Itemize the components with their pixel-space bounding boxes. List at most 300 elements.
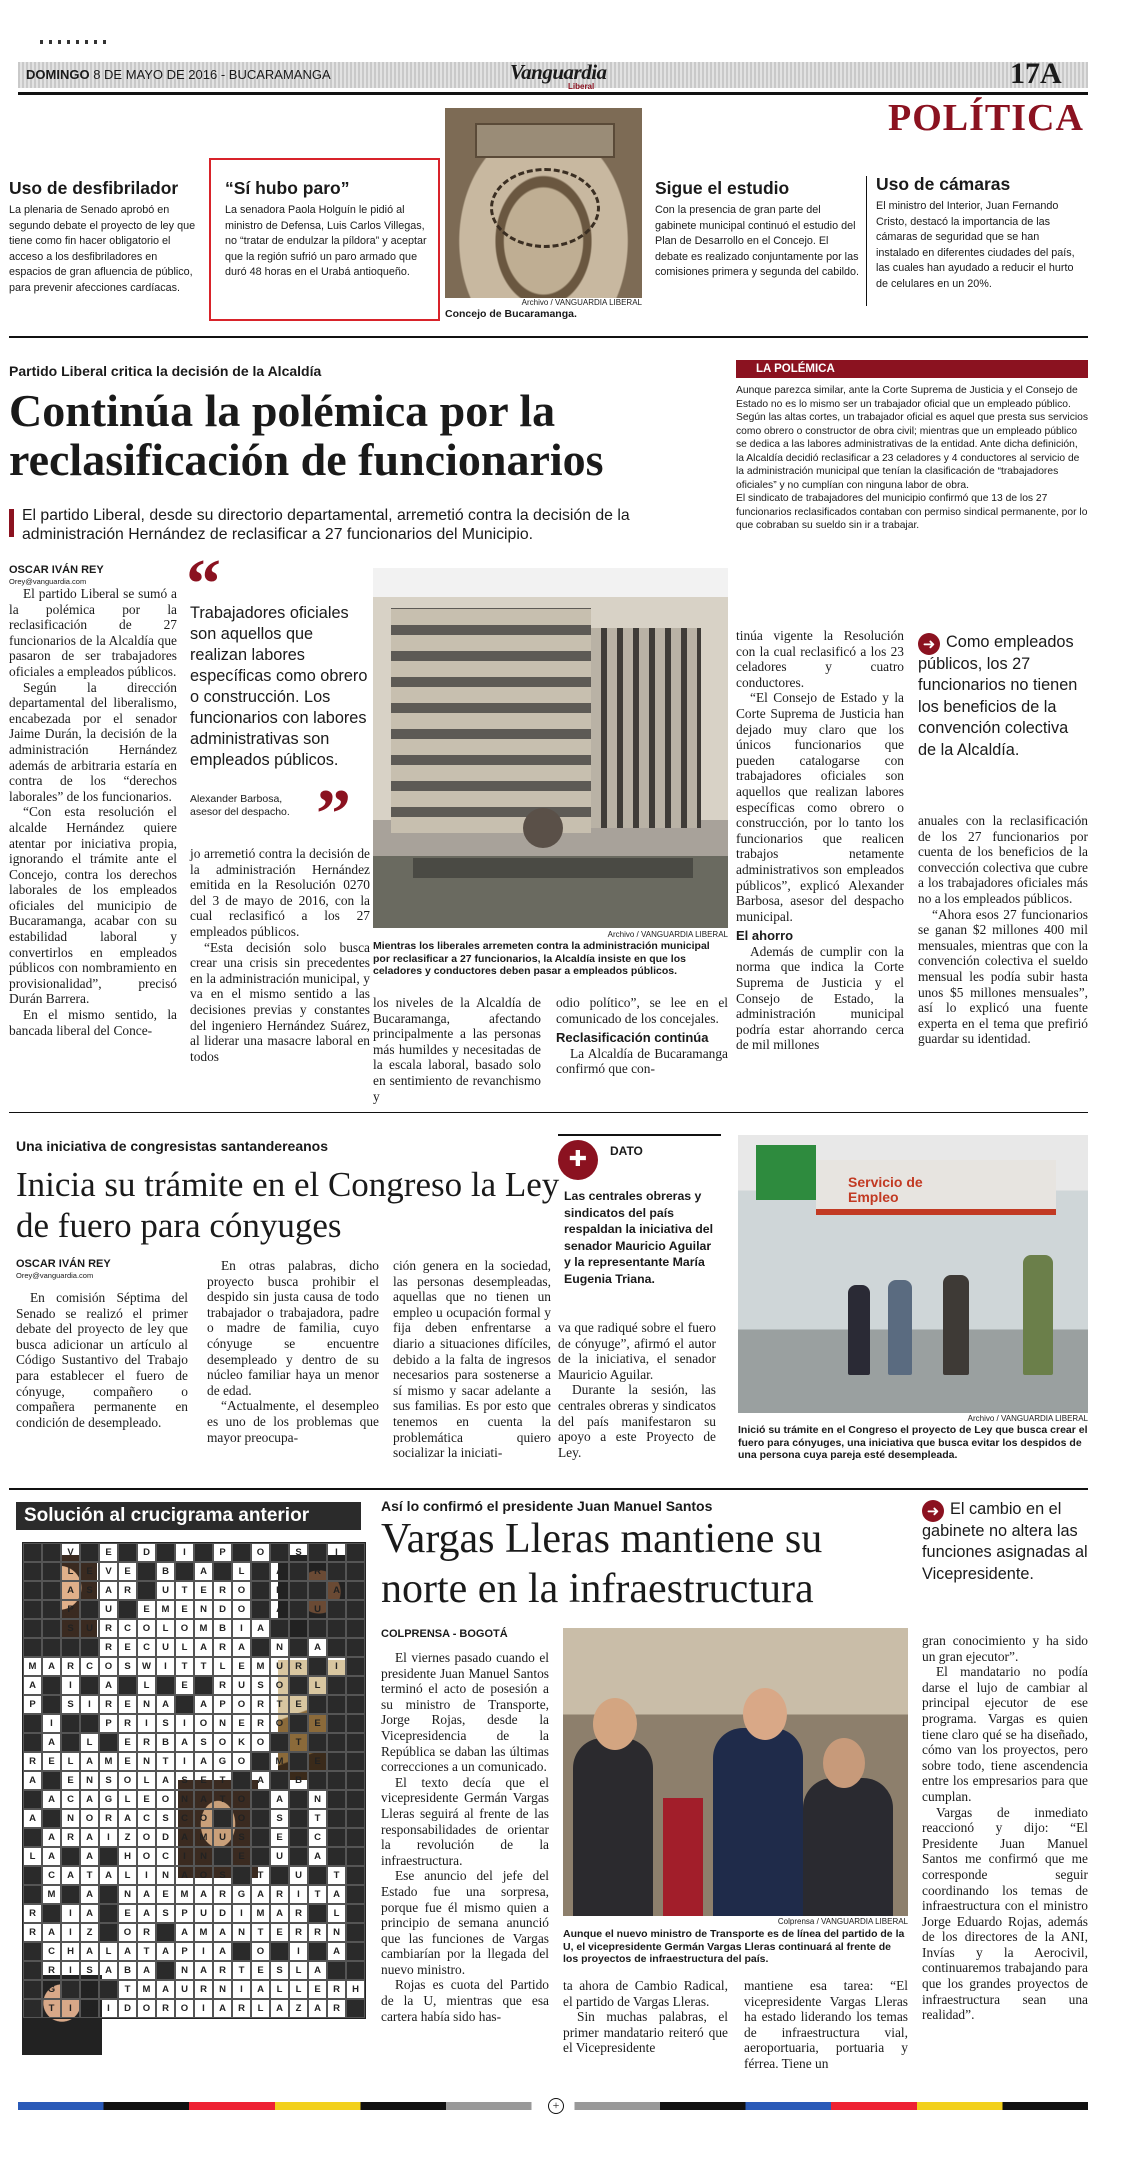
crossword-cell: N <box>308 1790 327 1809</box>
dato-icon: ✚ <box>558 1140 598 1180</box>
paragraph: “Esta decisión solo busca crear una crisis sin precedentes en la administración municipal, y va en el mismo sentido a las decisiones previas y constantes del ingeniero Hernández Suárez, al liderar una masacre laboral en todos <box>190 939 370 1064</box>
brief-title: “Sí hubo paro” <box>225 178 350 198</box>
crossword-cell <box>213 1809 232 1828</box>
crossword-cell: N <box>194 1600 213 1619</box>
crossword-cell: O <box>137 1619 156 1638</box>
crossword-cell: O <box>137 1828 156 1847</box>
crossword-cell: L <box>137 1771 156 1790</box>
crossword-cell: A <box>137 1885 156 1904</box>
crossword-cell <box>327 1752 346 1771</box>
crossword-cell: S <box>270 1809 289 1828</box>
crossword-cell <box>289 1638 308 1657</box>
article3-photo-credit: Colprensa / VANGUARDIA LIBERAL <box>777 1917 908 1926</box>
crossword-cell: R <box>308 1923 327 1942</box>
crossword-cell <box>346 1790 365 1809</box>
crossword-cell <box>346 1600 365 1619</box>
article1-col3 <box>373 995 541 1104</box>
crossword-cell: S <box>213 1866 232 1885</box>
crossword-cell <box>346 1809 365 1828</box>
crossword-cell <box>308 1942 327 1961</box>
crossword-cell <box>346 1619 365 1638</box>
paragraph: los niveles de la Alcaldía de Bucaramanga, afectando principalmente a las personas más humildes y necesitadas de la escala laboral, basado solo en sentimiento de revanchismo y <box>373 995 541 1104</box>
crossword-cell: A <box>42 1657 61 1676</box>
crossword-cell <box>289 1752 308 1771</box>
crossword-cell: E <box>118 1695 137 1714</box>
article1-col6 <box>918 813 1088 1047</box>
crossword-cell: O <box>80 1980 99 1999</box>
crossword-cell: H <box>118 1847 137 1866</box>
crossword-cell <box>346 1771 365 1790</box>
crossword-cell <box>270 1619 289 1638</box>
paragraph: tinúa vigente la Resolución con la cual reclasificó a los 23 celadores y cuatro conductores. <box>736 628 904 690</box>
crossword-cell: I <box>42 1714 61 1733</box>
crossword-cell: G <box>232 1885 251 1904</box>
crossword-cell: N <box>194 1847 213 1866</box>
crossword-cell: I <box>61 1961 80 1980</box>
crossword-cell <box>346 1942 365 1961</box>
article2-headline: Inicia su trámite en el Congreso la Ley de fuero para cónyuges <box>16 1165 560 1245</box>
subhead: Reclasificación continúa <box>556 1030 709 1046</box>
crossword-cell <box>346 1961 365 1980</box>
article2-col2 <box>207 1258 379 1445</box>
crossword-cell: D <box>118 1999 137 2018</box>
crossword-cell: E <box>308 1714 327 1733</box>
crossword-cell: L <box>118 1866 137 1885</box>
polemica-label: LA POLÉMICA <box>736 360 1088 378</box>
crossword-cell: S <box>99 1771 118 1790</box>
crossword-cell: N <box>213 1980 232 1999</box>
article1-quote: Trabajadores oficiales son aquellos que realizan labores específicas como obrero o construcción. Los funcionarios con labores administrativas son empleados públicos. <box>190 604 368 769</box>
crossword-cell: R <box>137 1923 156 1942</box>
crossword-cell <box>270 1866 289 1885</box>
crossword-cell <box>289 1790 308 1809</box>
crossword-cell: I <box>289 1942 308 1961</box>
crossword-cell: L <box>23 1847 42 1866</box>
crossword-cell: L <box>327 1904 346 1923</box>
crossword-cell: E <box>118 1752 137 1771</box>
crossword-cell: O <box>137 1847 156 1866</box>
brief-title: Sigue el estudio <box>655 178 790 198</box>
crossword-cell: A <box>80 1828 99 1847</box>
date-text: 8 DE MAYO DE 2016 - BUCARAMANGA <box>93 67 331 82</box>
article3-headline: Vargas Lleras mantiene su norte en la infraestructura <box>381 1516 823 1612</box>
crossword-cell: R <box>118 1581 137 1600</box>
crossword-cell: I <box>99 1999 118 2018</box>
crossword-cell <box>213 1562 232 1581</box>
crossword-cell: O <box>270 1676 289 1695</box>
crossword-cell: I <box>194 1999 213 2018</box>
crossword-cell: O <box>80 1999 99 2018</box>
crossword-cell <box>327 1695 346 1714</box>
crossword-cell: A <box>99 1676 118 1695</box>
crossword-cell <box>61 1714 80 1733</box>
crossword-cell: O <box>194 1714 213 1733</box>
crossword-cell <box>42 1619 61 1638</box>
crossword-cell: R <box>213 1638 232 1657</box>
crossword-cell: L <box>137 1676 156 1695</box>
crossword-cell <box>61 1638 80 1657</box>
article1-photo-credit: Archivo / VANGUARDIA LIBERAL <box>607 930 728 939</box>
article1-col5 <box>736 628 904 1053</box>
crossword-cell <box>251 1752 270 1771</box>
paragraph: Durante la sesión, las centrales obreras y sindicatos del país manifestaron su apoyo a este Proyecto de Ley. <box>558 1382 716 1460</box>
crossword-cell <box>23 1980 42 1999</box>
crossword-cell: V <box>61 1543 80 1562</box>
section-rule-2 <box>9 1112 1088 1113</box>
crossword-cell <box>251 1638 270 1657</box>
crossword-cell: M <box>194 1619 213 1638</box>
crossword-cell: A <box>80 1904 99 1923</box>
brief-title: Uso de cámaras <box>876 174 1011 194</box>
crossword-cell: B <box>118 1961 137 1980</box>
crossword-cell <box>23 1866 42 1885</box>
crossword-cell: A <box>80 1790 99 1809</box>
crossword-cell: R <box>99 1638 118 1657</box>
crossword-cell: T <box>213 1790 232 1809</box>
crossword-cell: C <box>42 1942 61 1961</box>
crossword-cell <box>346 1581 365 1600</box>
crossword-cell <box>23 1790 42 1809</box>
paragraph: mantiene esa tarea: “El vicepresidente Vargas Lleras ha estado liderando los temas de infraestructura vial, aeroportuaria, portuaria y férrea. Tiene un <box>744 1978 908 2071</box>
crossword-cell: N <box>61 1809 80 1828</box>
article3-kicker: Así lo confirmó el presidente Juan Manuel Santos <box>381 1498 713 1514</box>
crossword-cell: A <box>232 1638 251 1657</box>
crossword-cell: E <box>137 1790 156 1809</box>
crossword-cell: A <box>175 1923 194 1942</box>
crossword-cell <box>346 1828 365 1847</box>
crossword-cell: E <box>232 1847 251 1866</box>
crossword-cell: T <box>175 1657 194 1676</box>
crossword-cell: C <box>308 1828 327 1847</box>
crossword-cell <box>327 1638 346 1657</box>
crossword-cell: L <box>308 1676 327 1695</box>
crossword-cell: A <box>23 1771 42 1790</box>
crossword-cell: E <box>99 1543 118 1562</box>
crossword-cell: V <box>99 1562 118 1581</box>
crossword-cell: I <box>327 1543 346 1562</box>
crossword-cell: N <box>156 1866 175 1885</box>
article1-kicker: Partido Liberal critica la decisión de la Alcaldía <box>9 363 322 379</box>
crossword-cell: S <box>80 1581 99 1600</box>
crossword-cell <box>346 1714 365 1733</box>
crossword-cell: E <box>137 1600 156 1619</box>
crossword-cell: P <box>175 1942 194 1961</box>
crossword-cell: E <box>42 1752 61 1771</box>
registration-dots <box>40 40 110 44</box>
crossword-cell: C <box>61 1790 80 1809</box>
crossword-cell: N <box>232 1923 251 1942</box>
crossword-cell <box>327 1828 346 1847</box>
crossword-cell: Z <box>118 1828 137 1847</box>
crossword-cell: A <box>156 1771 175 1790</box>
crossword-cell <box>308 1904 327 1923</box>
crossword-cell <box>99 1904 118 1923</box>
crossword-cell: E <box>194 1771 213 1790</box>
close-quote-icon: ” <box>316 776 351 853</box>
crossword-cell <box>346 1676 365 1695</box>
crossword-cell: Z <box>80 1923 99 1942</box>
crossword-cell: R <box>327 1999 346 2018</box>
crossword-cell: A <box>61 1866 80 1885</box>
section-title: POLÍTICA <box>888 97 1084 139</box>
crossword-cell: E <box>175 1600 194 1619</box>
crossword-cell <box>118 1543 137 1562</box>
dato-text: Las centrales obreras y sindicatos del país respaldan la iniciativa del senador Mauricio Aguilar y la representante María Eugenia Triana. <box>564 1189 713 1286</box>
crossword-cell: D <box>213 1904 232 1923</box>
crossword-cell <box>61 1885 80 1904</box>
crossword-cell <box>42 1600 61 1619</box>
crossword-cell: I <box>175 1752 194 1771</box>
masthead-logo-sub: Liberal <box>568 82 595 91</box>
article1-pullquote: Como empleados públicos, los 27 funcionarios no tienen los beneficios de la convención colectiva de la Alcaldía. <box>918 633 1078 759</box>
crossword-cell: N <box>270 1638 289 1657</box>
crossword-cell <box>346 1657 365 1676</box>
crossword-cell: O <box>232 1752 251 1771</box>
crossword-cell <box>23 1714 42 1733</box>
crossword-cell <box>23 1733 42 1752</box>
paragraph: El texto decía que el vicepresidente Germán Vargas Lleras seguirá al frente de las responsabilidades de orientar la revolución de la infraestructura. <box>381 1774 549 1868</box>
santos-vargas-photo <box>563 1628 908 1916</box>
paragraph: En comisión Séptima del Senado se realizó el primer debate del proyecto de ley que busca adicionar un artículo al Código Sustantivo del Trabajo para establecer el fuero de cónyuge, compañero o compañera permanente en condición de desempleado. <box>16 1290 188 1430</box>
brief-estudio <box>655 178 860 281</box>
crossword-cell: O <box>232 1809 251 1828</box>
crossword-cell: T <box>251 1923 270 1942</box>
crossword-cell <box>232 1771 251 1790</box>
polemica-p2: Según las altas cortes, un trabajador oficial es aquel que presta sus servicios como obrero o constructor de obra civil; mientras que un empleado público se dedica a las labores administrativas de la entidad. Ante dicha definición, la Alcaldía decidió reclasificar a 23 celadores y 4 conductores al servicio de la administración municipal que tenían la clasificación de “trabajadores oficiales” y no cumplían con ninguna labor de obra. <box>736 412 1089 491</box>
crossword-cell: U <box>80 1619 99 1638</box>
crossword-cell: E <box>289 1695 308 1714</box>
crossword-cell <box>99 1980 118 1999</box>
crossword-cell <box>23 1543 42 1562</box>
crossword-cell: I <box>232 1619 251 1638</box>
crossword-cell <box>289 1600 308 1619</box>
crossword-cell <box>23 1828 42 1847</box>
crossword-cell: T <box>42 1999 61 2018</box>
crossword-cell: T <box>80 1866 99 1885</box>
crossword-cell: A <box>194 1638 213 1657</box>
crossword-cell: I <box>137 1714 156 1733</box>
crossword-cell: K <box>232 1733 251 1752</box>
crossword-cell: A <box>213 1999 232 2018</box>
crossword-cell: H <box>61 1942 80 1961</box>
crossword-cell: N <box>327 1923 346 1942</box>
article1-col1 <box>9 586 177 1038</box>
crossword-cell: N <box>137 1695 156 1714</box>
crossword-cell: E <box>232 1657 251 1676</box>
crossword-cell: A <box>308 1847 327 1866</box>
crossword-cell: I <box>194 1942 213 1961</box>
crossword-cell <box>42 1543 61 1562</box>
crossword-cell: O <box>118 1771 137 1790</box>
crossword-cell: R <box>99 1809 118 1828</box>
crossword-cell <box>194 1543 213 1562</box>
crossword-cell: T <box>194 1657 213 1676</box>
crossword-cell <box>232 1543 251 1562</box>
crossword-cell: L <box>175 1638 194 1657</box>
paragraph: jo arremetió contra la decisión de la administración Hernández emitida en la Resolución 0270 del 3 de mayo de 2016, con la cual reclasificó a los 27 empleados públicos. <box>190 846 370 939</box>
crossword-cell <box>308 1733 327 1752</box>
crossword-cell <box>289 1809 308 1828</box>
crossword-cell <box>61 1847 80 1866</box>
crossword-cell: O <box>175 1999 194 2018</box>
crossword-cell <box>61 1733 80 1752</box>
crossword-cell <box>42 1904 61 1923</box>
crossword-cell: A <box>80 1847 99 1866</box>
paragraph: va que radiqué sobre el fuero de cónyuge”, afirmó el autor de la iniciativa, el senador Mauricio Aguilar. <box>558 1320 716 1382</box>
brief-desfibrilador <box>9 178 202 296</box>
crossword-cell: T <box>270 1695 289 1714</box>
crossword-cell: C <box>118 1619 137 1638</box>
crossword-cell: T <box>213 1771 232 1790</box>
crossword-cell: T <box>289 1733 308 1752</box>
crossword-cell: R <box>213 1676 232 1695</box>
briefs-divider <box>866 176 867 306</box>
crossword-cell: R <box>137 1733 156 1752</box>
crossword-cell: R <box>270 1581 289 1600</box>
article2-photo-caption: Inició su trámite en el Congreso el proyecto de Ley que busca crear el fuero para cónyuges, una iniciativa que busca evitar los despidos de una persona cuya pareja esté desempleada. <box>738 1424 1088 1461</box>
crossword-cell <box>327 1809 346 1828</box>
crossword-cell: T <box>175 1581 194 1600</box>
crossword-grid <box>22 1542 366 2019</box>
crossword-cell: N <box>80 1771 99 1790</box>
crossword-cell: A <box>42 1923 61 1942</box>
crossword-cell: A <box>137 1904 156 1923</box>
crossword-cell <box>99 1733 118 1752</box>
crossword-cell: O <box>194 1866 213 1885</box>
crossword-cell: L <box>156 1619 175 1638</box>
paragraph: Según la dirección departamental del liberalismo, encabezada por el senador Jaime Durán, la decisión de la administración Hernández además de arbitraria estaría en contra de los “derechos laborales” de los funcionarios. <box>9 679 177 804</box>
article1-deck: El partido Liberal, desde su directorio departamental, arremetió contra la decisión de la administración Hernández de reclasificar a 27 funcionarios del Municipio. <box>22 507 630 543</box>
crossword-cell: O <box>270 1714 289 1733</box>
paragraph: odio político”, se lee en el comunicado de los concejales. <box>556 995 728 1026</box>
crossword-cell: L <box>80 1733 99 1752</box>
crossword-cell: I <box>232 1904 251 1923</box>
crossword-cell: A <box>308 1961 327 1980</box>
crossword-cell: S <box>118 1657 137 1676</box>
crossword-cell <box>289 1562 308 1581</box>
crossword-cell: R <box>270 1885 289 1904</box>
crossword-cell: O <box>137 1999 156 2018</box>
article1-col4 <box>556 995 728 1077</box>
crossword-cell: E <box>308 1752 327 1771</box>
crossword-cell: L <box>289 1961 308 1980</box>
date-day: DOMINGO <box>26 67 90 82</box>
paragraph: En otras palabras, dicho proyecto busca prohibir el despido sin justa causa de todo trabajador o trabajadora, padre o madre de familia, cuyo cónyuge se encuentre desempleado y dentro de su núcleo familiar haya un menor de edad. <box>207 1258 379 1398</box>
crossword-cell: U <box>270 1847 289 1866</box>
crossword-cell: A <box>327 1581 346 1600</box>
concejo-photo-credit: Archivo / VANGUARDIA LIBERAL <box>521 298 642 307</box>
crossword-cell: O <box>213 1733 232 1752</box>
crossword-cell: N <box>175 1790 194 1809</box>
crossword-cell: W <box>137 1657 156 1676</box>
crossword-cell: A <box>194 1961 213 1980</box>
crossword-cell <box>80 1714 99 1733</box>
crossword-cell <box>42 1676 61 1695</box>
crossword-cell: M <box>194 1828 213 1847</box>
crossword-cell: A <box>327 1885 346 1904</box>
crossword-cell: B <box>213 1619 232 1638</box>
crossword-cell: U <box>308 1600 327 1619</box>
crossword-cell: P <box>99 1714 118 1733</box>
crossword-cell: A <box>61 1581 80 1600</box>
crossword-cell: U <box>270 1657 289 1676</box>
crossword-cell <box>308 1771 327 1790</box>
crossword-cell: A <box>99 1581 118 1600</box>
subhead: El ahorro <box>736 928 794 944</box>
crossword-cell: R <box>23 1904 42 1923</box>
article3-pullquote: El cambio en el gabinete no altera las funciones asignadas al Vicepresidente. <box>922 1500 1088 1583</box>
sign-text: Servicio de Empleo <box>848 1174 923 1205</box>
crossword-cell <box>327 1619 346 1638</box>
paragraph: ción genera en la sociedad, las personas desempleadas, aquellas que no tienen un empleo u ocupación formal y fija deben enfrentarse a diario a situaciones difíciles, debido a la falta de ingresos necesarios para sostenerse a sí mismo y sacar adelante a sus familias. Es por esto que tenemos en cuenta la problemática quiero socializar la iniciati- <box>393 1258 551 1461</box>
crossword-cell: R <box>23 1923 42 1942</box>
paragraph: gran conocimiento y ha sido un gran ejecutor”. <box>922 1633 1088 1664</box>
crossword-cell: E <box>80 1562 99 1581</box>
crossword-cell: S <box>156 1809 175 1828</box>
crossword-cell <box>99 1847 118 1866</box>
crossword-cell: U <box>99 1600 118 1619</box>
servicio-empleo-photo <box>738 1135 1088 1413</box>
crossword-cell: O <box>99 1657 118 1676</box>
crossword-cell: S <box>156 1904 175 1923</box>
crossword-cell: T <box>327 1866 346 1885</box>
crossword-cell: C <box>137 1809 156 1828</box>
crossword-cell: C <box>156 1847 175 1866</box>
masthead-logo: Vanguardia <box>510 60 607 84</box>
brief-text: La senadora Paola Holguín le pidió al ministro de Defensa, Luis Carlos Villegas, no “tratar de endulzar la píldora” y aceptar que la región sufrió un paro armado que duró 48 horas en el Urabá antioqueño. <box>225 204 427 278</box>
crossword-cell <box>270 1733 289 1752</box>
crossword-cell <box>137 1562 156 1581</box>
crossword-cell <box>251 1847 270 1866</box>
crossword-cell: A <box>118 1942 137 1961</box>
deck-marker <box>9 509 14 537</box>
crossword-cell: S <box>61 1619 80 1638</box>
crossword-cell: M <box>42 1885 61 1904</box>
crossword-cell: L <box>118 1790 137 1809</box>
crossword-cell <box>308 1581 327 1600</box>
polemica-p3: El sindicato de trabajadores del municipio confirmó que 13 de los 27 funcionarios reclasificados contaban con permiso sindical permanente, por lo que cobraban su sueldo sin ir a trabajar. <box>736 493 1088 531</box>
crossword-cell: L <box>289 1980 308 1999</box>
crossword-cell <box>137 1581 156 1600</box>
crossword-cell: A <box>23 1809 42 1828</box>
crossword-cell: A <box>251 1980 270 1999</box>
crossword-cell: E <box>251 1961 270 1980</box>
crossword-cell: R <box>213 1961 232 1980</box>
crossword-cell: T <box>232 1961 251 1980</box>
crossword-cell: L <box>61 1752 80 1771</box>
masthead-date <box>26 67 331 82</box>
crossword-cell: M <box>137 1980 156 1999</box>
paragraph: “Ahora esos 27 funcionarios se ganan $2 millones 400 mil mensuales, mientras que con la convención colectiva el sueldo mensual les podía subir hasta unos $5 millones mensuales”, así lo explicó una fuente experta en el tema que prefirió guardar su identidad. <box>918 906 1088 1047</box>
crossword-cell: B <box>156 1562 175 1581</box>
crossword-cell: R <box>251 1714 270 1733</box>
crossword-cell <box>42 1771 61 1790</box>
crossword-cell <box>99 1885 118 1904</box>
quote-role: asesor del despacho. <box>190 806 290 818</box>
crossword-cell: R <box>213 1581 232 1600</box>
section-rule-1 <box>9 336 1088 338</box>
crossword-cell <box>80 1600 99 1619</box>
crossword-cell: E <box>270 1828 289 1847</box>
dato-box <box>558 1134 721 1286</box>
crossword-cell: P <box>23 1695 42 1714</box>
crossword-cell: T <box>251 1866 270 1885</box>
polemica-p1: Aunque parezca similar, ante la Corte Suprema de Justicia y el Consejo de Estado no es lo mismo ser un trabajador oficial que un empleado público. <box>736 385 1078 410</box>
crossword-cell: S <box>80 1961 99 1980</box>
crossword-cell: I <box>175 1847 194 1866</box>
paragraph: ta ahora de Cambio Radical, el partido de Vargas Lleras. <box>563 1978 728 2009</box>
crossword-cell: A <box>213 1923 232 1942</box>
